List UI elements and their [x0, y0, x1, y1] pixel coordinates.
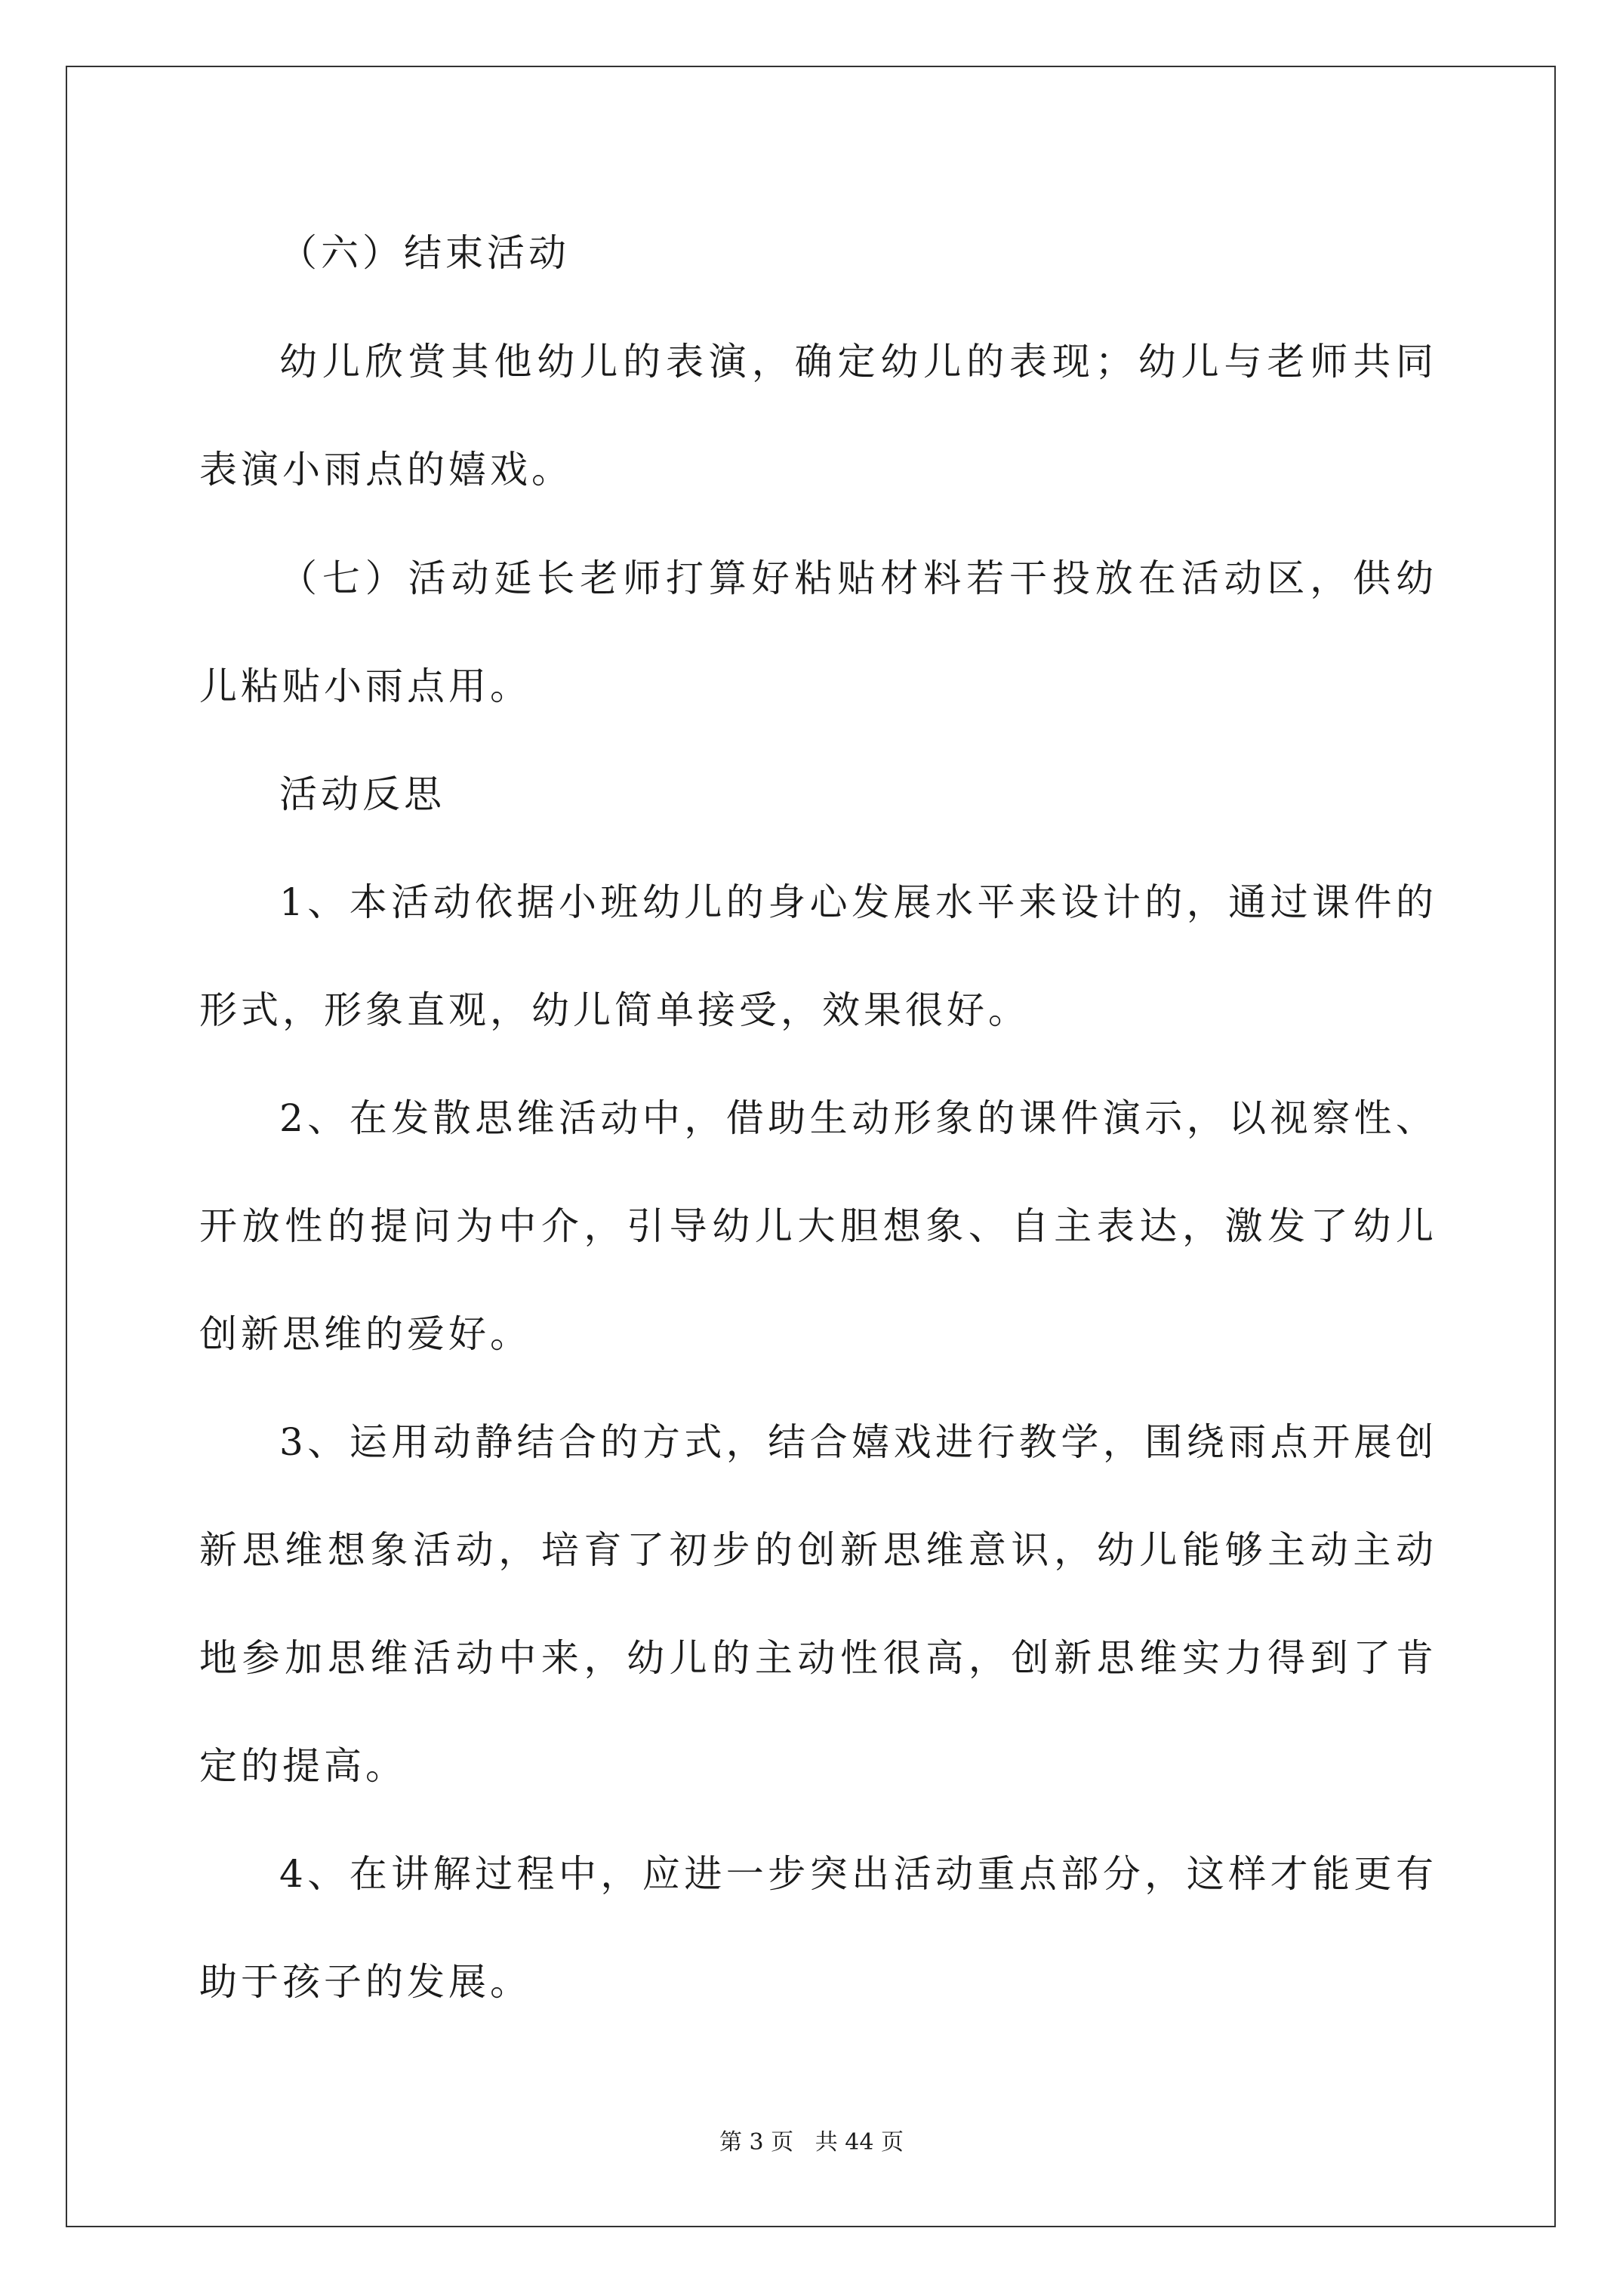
page-number-footer: 第 3 页 共 44 页 — [719, 2129, 904, 2156]
paragraph-end-activity: 幼儿欣赏其他幼儿的表演，确定幼儿的表现；幼儿与老师共同表演小雨点的嬉戏。 — [199, 340, 1437, 492]
section-heading-6: （六）结束活动 — [279, 231, 570, 275]
paragraph-extension: （七）活动延长老师打算好粘贴材料若干投放在活动区，供幼儿粘贴小雨点用。 — [199, 556, 1437, 708]
section-heading-reflection: 活动反思 — [279, 772, 445, 816]
reflection-item-2: 2、在发散思维活动中，借助生动形象的课件演示，以视察性、开放性的提问为中介，引导幼儿大胆想象、自主表达，激发了幼儿创新思维的爱好。 — [199, 1096, 1437, 1356]
reflection-item-3: 3、运用动静结合的方式，结合嬉戏进行教学，围绕雨点开展创新思维想象活动，培育了初步的创新思维意识，幼儿能够主动主动地参加思维活动中来，幼儿的主动性很高，创新思维实力得到了肯定的提高。 — [199, 1420, 1437, 1788]
reflection-item-1: 1、本活动依据小班幼儿的身心发展水平来设计的，通过课件的形式，形象直观，幼儿简单接受，效果很好。 — [199, 880, 1437, 1032]
reflection-item-4: 4、在讲解过程中，应进一步突出活动重点部分，这样才能更有助于孩子的发展。 — [199, 1852, 1437, 2004]
